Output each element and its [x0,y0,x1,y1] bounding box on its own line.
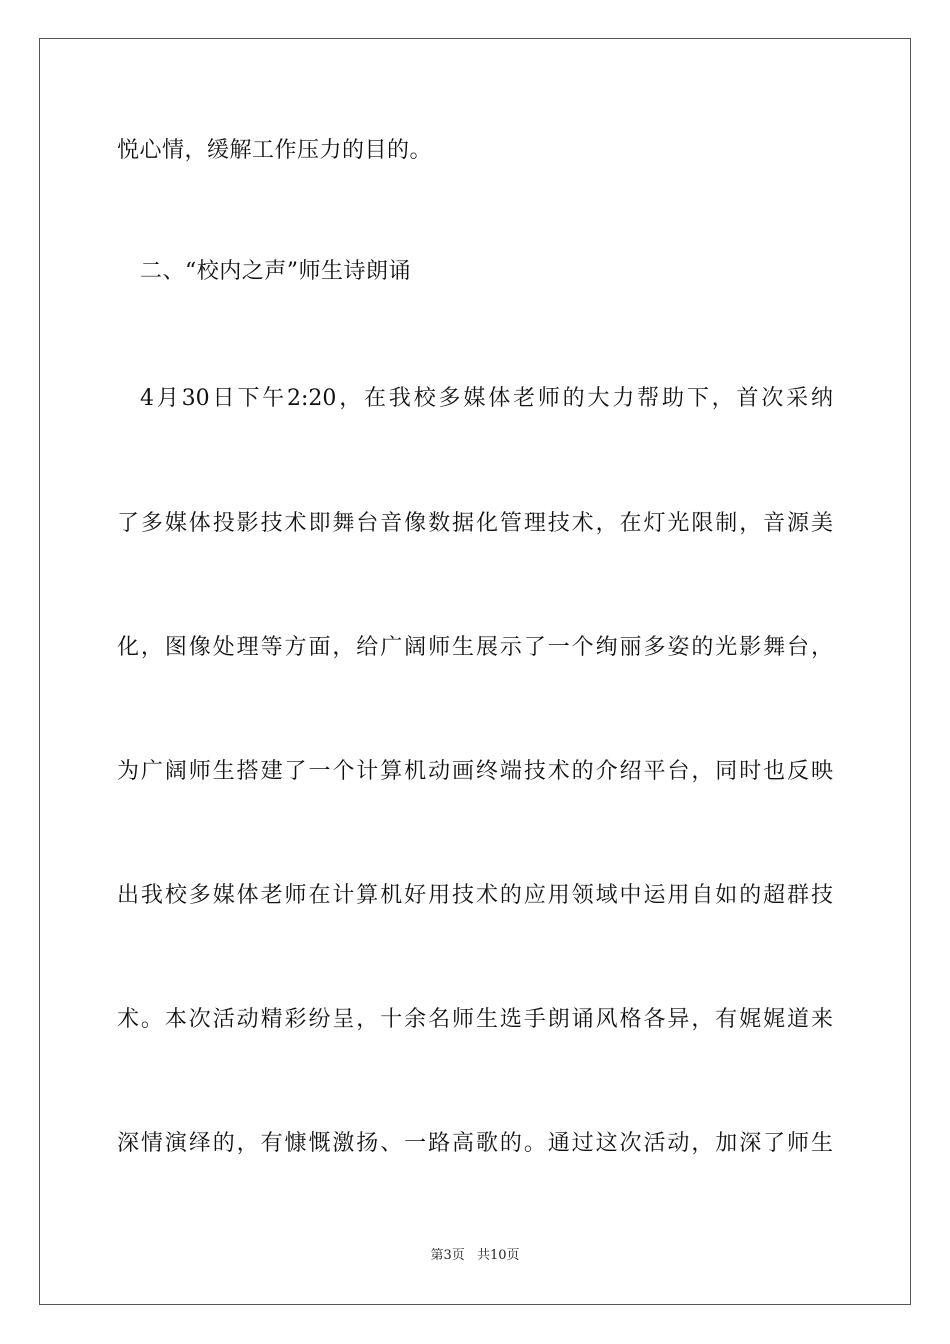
paragraph-line-8: 术。本次活动精彩纷呈，十余名师生选手朗诵风格各异，有娓娓道来 [117,1007,833,1032]
page-number-total: 共10页 [476,1248,520,1263]
page-number-current: 第3页 [430,1248,465,1263]
paragraph-line-4: 了多媒体投影技术即舞台音像数据化管理技术，在灯光限制，音源美 [117,511,833,536]
paragraph-line-5: 化，图像处理等方面，给广阔师生展示了一个绚丽多姿的光影舞台， [117,635,833,660]
paragraph-line-9: 深情演绎的，有慷慨激扬、一路高歌的。通过这次活动，加深了师生 [117,1131,833,1156]
page-frame [39,38,911,1305]
paragraph-line-1: 悦心情，缓解工作压力的目的。 [117,138,433,163]
paragraph-line-3: 4月30日下午2:20，在我校多媒体老师的大力帮助下，首次采纳 [140,386,833,411]
paragraph-line-6: 为广阔师生搭建了一个计算机动画终端技术的介绍平台，同时也反映 [117,759,833,784]
section-heading: 二、“校内之声”师生诗朗诵 [140,259,411,284]
paragraph-line-7: 出我校多媒体老师在计算机好用技术的应用领域中运用自如的超群技 [117,883,833,908]
page-footer [0,1247,950,1265]
